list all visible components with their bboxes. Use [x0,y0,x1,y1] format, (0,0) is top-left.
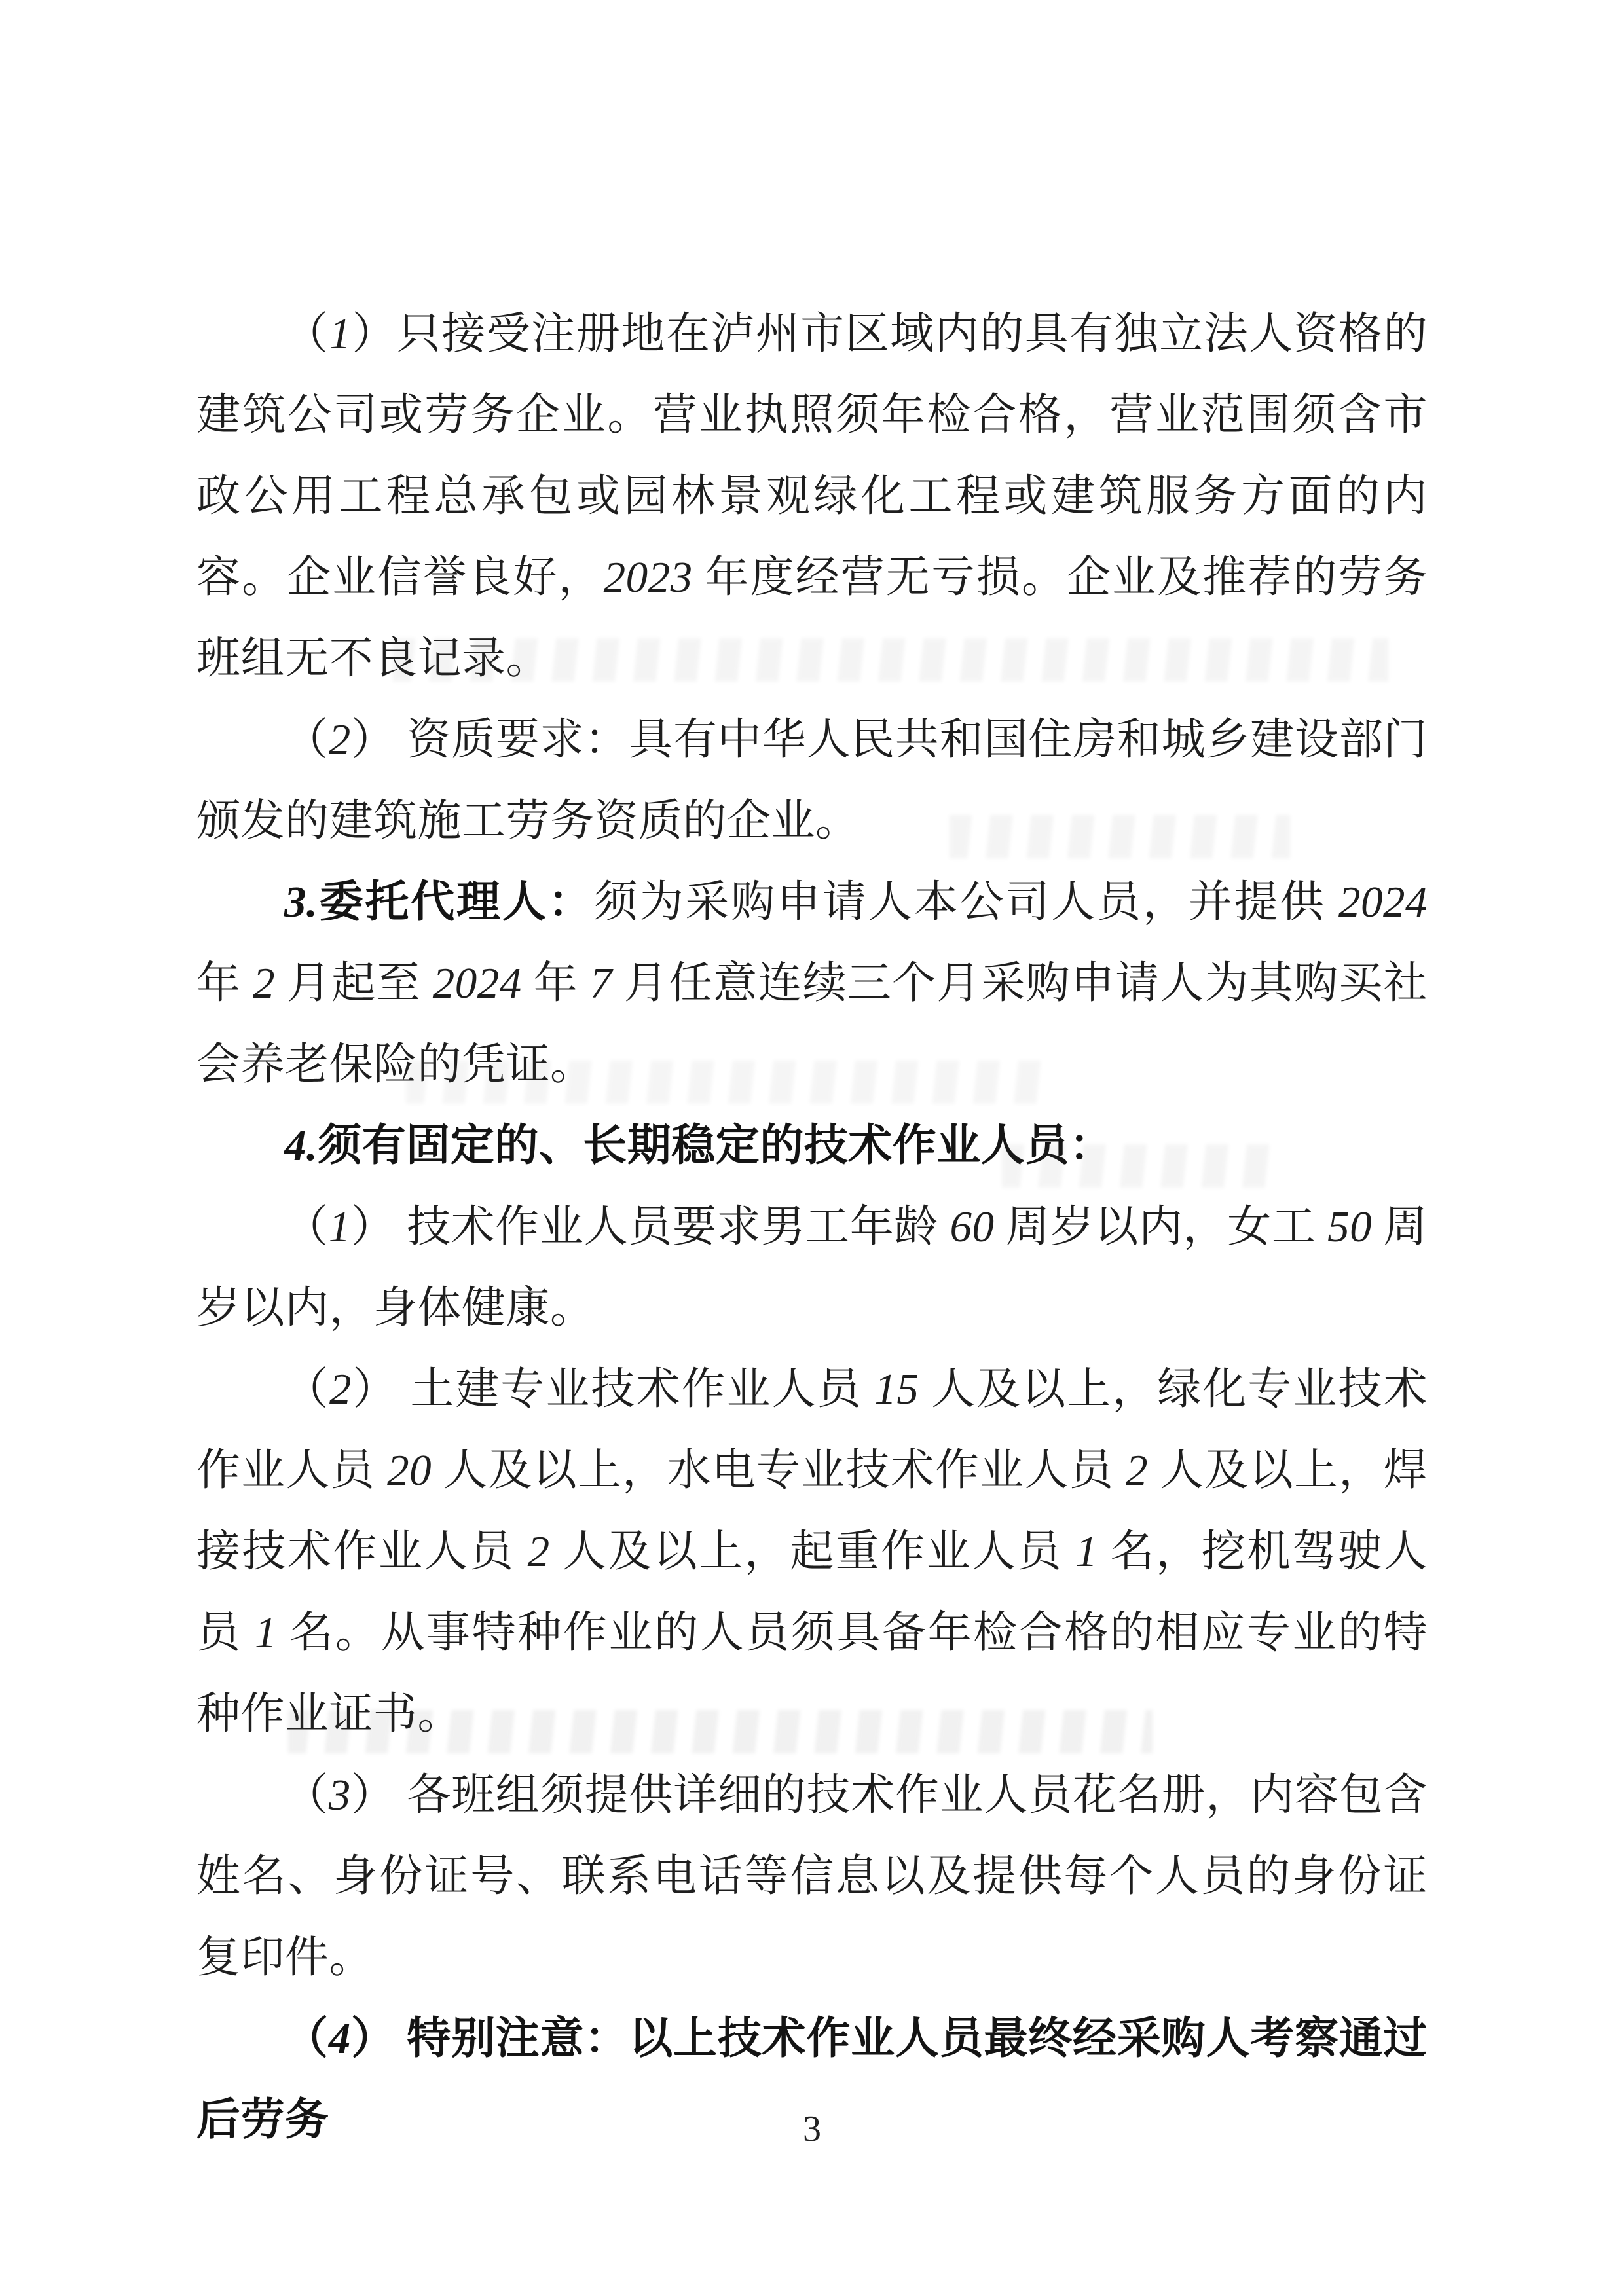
clause-lead-bold: 3.委托代理人： [284,878,594,926]
clause-text: （1） 技术作业人员要求男工年龄 60 周岁以内，女工 50 周岁以内，身体健康。 [196,1203,1428,1332]
heading-personnel-requirement [196,1105,1428,1186]
clause-lead-bold: （4） 特别注意： [284,2014,629,2063]
paragraph-qualification [196,699,1428,862]
paragraph-authorized-agent [196,862,1428,1105]
clause-text-bold: 以上技术作业人员最终经采购人考察通过后劳务 [196,2014,1428,2144]
clause-text: （2） 资质要求：具有中华人民共和国住房和城乡建设部门颁发的建筑施工劳务资质的企业。 [196,716,1428,845]
document-body [196,293,1428,2160]
clause-lead-bold: 4.须有固定的、长期稳定的技术作业人员： [284,1121,1114,1170]
clause-text: 须为采购申请人本公司人员，并提供 2024 年 2 月起至 2024 年 7 月任意连续三个月采购申请人为其购买社会养老保险的凭证。 [196,878,1428,1089]
clause-text: （2） 土建专业技术作业人员 15 人及以上，绿化专业技术作业人员 20 人及以上，水电专业技术作业人员 2 人及以上，焊接技术作业人员 2 人及以上，起重作业人员 1 名，挖机驾驶人员 1 名。从事特种作业的人员须具备年检合格的相应专业的特种作业证书。 [196,1365,1428,1738]
paragraph-personnel-roster [196,1755,1428,1998]
paragraph-personnel-age [196,1186,1428,1349]
clause-text: （3） 各班组须提供详细的技术作业人员花名册，内容包含姓名、身份证号、联系电话等信息以及提供每个人员的身份证复印件。 [196,1771,1428,1982]
clause-text: （1）只接受注册地在泸州市区域内的具有独立法人资格的建筑公司或劳务企业。营业执照须年检合格，营业范围须含市政公用工程总承包或园林景观绿化工程或建筑服务方面的内容。企业信誉良好，2023 年度经营无亏损。企业及推荐的劳务班组无不良记录。 [196,310,1428,683]
paragraph-eligibility [196,293,1428,699]
paragraph-personnel-headcount [196,1349,1428,1755]
page-number: 3 [803,2109,821,2149]
